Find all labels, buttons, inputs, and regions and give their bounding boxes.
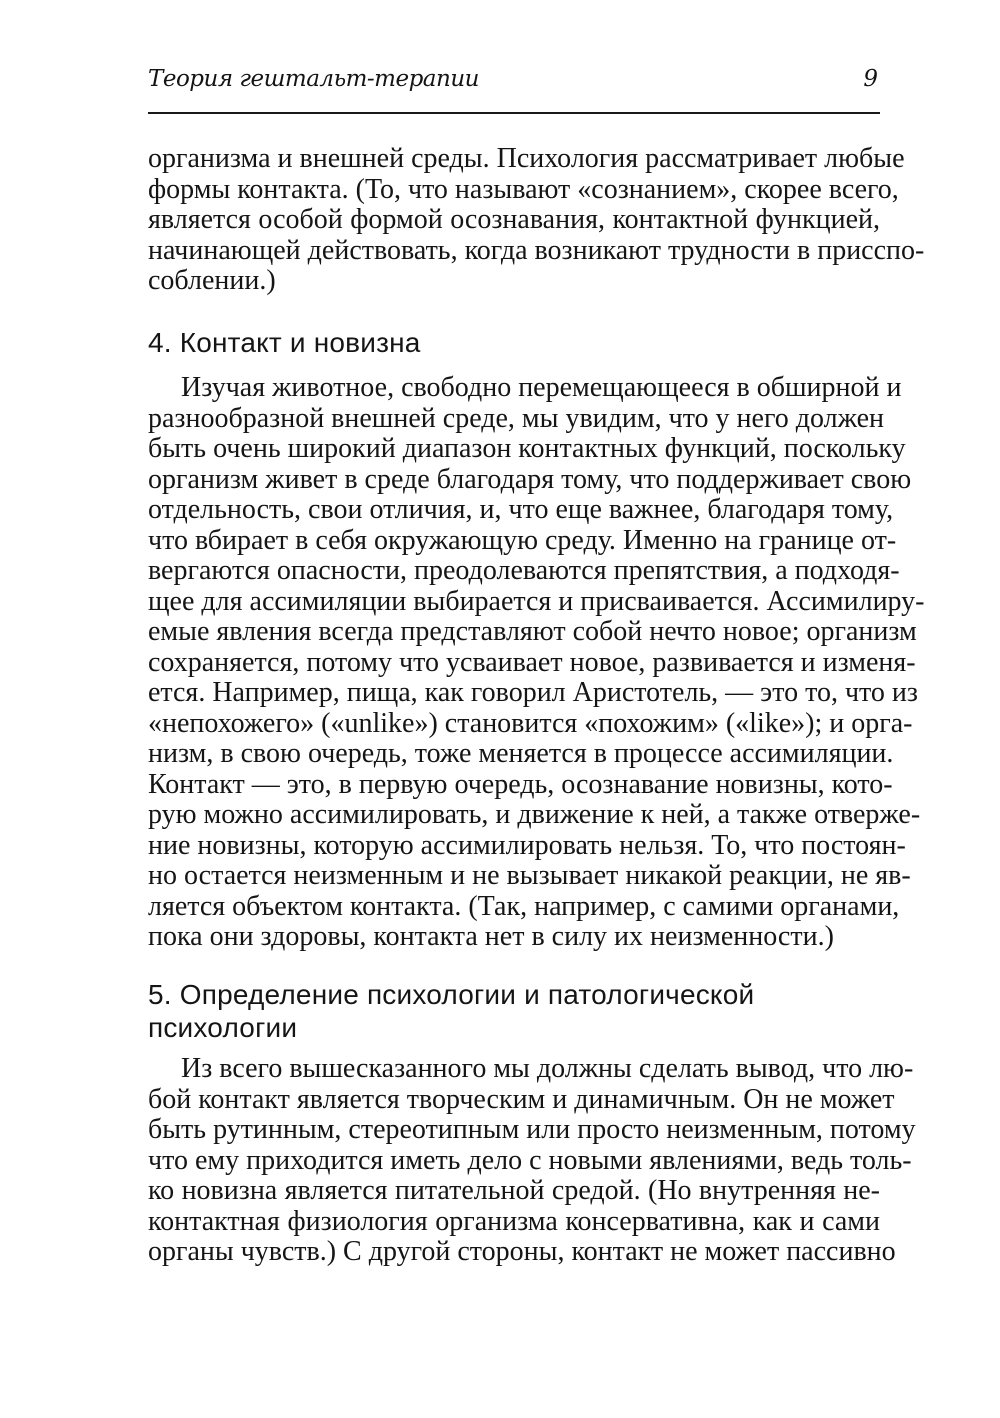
section-5-heading-line: психологии	[148, 1012, 298, 1043]
text-line: организма и внешней среды. Психология рассматривает любые	[148, 143, 905, 174]
running-head-title: Теория гештальт-терапии	[148, 66, 479, 92]
text-line: ко новизна является питательной средой. (Но внутренняя не-	[148, 1175, 880, 1206]
text-line: разнообразной внешней среде, мы увидим, что у него должен	[148, 402, 884, 434]
text-line: ется. Например, пища, как говорил Аристотель, — это то, что из	[148, 677, 918, 708]
text-line: пока они здоровы, контакта нет в силу их неизменности.)	[148, 921, 834, 952]
text-line: быть рутинным, стереотипным или просто неизменным, потому	[148, 1114, 916, 1145]
text-line: емые явления всегда представляют собой нечто новое; организм	[148, 616, 917, 647]
section-4-heading-text: 4. Контакт и новизна	[148, 327, 421, 358]
text-line: рую можно ассимилировать, и движение к ней, а также отверже-	[148, 799, 921, 830]
section-5-heading	[148, 978, 880, 1044]
text-line: щее для ассимиляции выбирается и присваивается. Ассимилиру-	[148, 585, 925, 617]
running-head	[148, 66, 880, 100]
section-4-heading	[148, 326, 880, 359]
text-line: отдельность, свои отличия, и, что еще важнее, благодаря тому,	[148, 494, 894, 525]
section-4-paragraph	[148, 372, 925, 953]
text-line: Из всего вышесказанного мы должны сделать вывод, что лю-	[181, 1053, 914, 1084]
text-line: формы контакта. (То, что называют «сознанием», скорее всего,	[148, 173, 899, 205]
text-line: Изучая животное, свободно перемещающееся в обширной и	[181, 372, 902, 403]
text-line: ляется объектом контакта. (Так, например, с самими органами,	[148, 890, 900, 922]
text-line: является особой формой осознавания, контактной функцией,	[148, 204, 880, 235]
section-5-paragraph	[148, 1053, 916, 1268]
text-line: ние новизны, которую ассимилировать нельзя. То, что постоян-	[148, 829, 906, 861]
text-line: что ему приходится иметь дело с новыми явлениями, ведь толь-	[148, 1144, 912, 1176]
header-rule	[148, 112, 880, 114]
text-line: соблении.)	[148, 265, 276, 296]
text-line: сохраняется, потому что усваивает новое, развивается и изменя-	[148, 646, 916, 678]
text-line: низм, в свою очередь, тоже меняется в процессе ассимиляции.	[148, 738, 894, 769]
text-line: что вбирает в себя окружающую среду. Именно на границе от-	[148, 524, 897, 556]
text-line: контактная физиология организма консервативна, как и сами	[148, 1205, 880, 1237]
page-number: 9	[863, 66, 878, 92]
text-line: Контакт — это, в первую очередь, осознавание новизны, кото-	[148, 768, 893, 800]
text-line: быть очень широкий диапазон контактных функций, поскольку	[148, 433, 906, 464]
intro-paragraph	[148, 143, 925, 297]
text-line: начинающей действовать, когда возникают трудности в присспо-	[148, 234, 925, 266]
section-5-heading-line: 5. Определение психологии и патологической	[148, 979, 755, 1010]
text-line: органы чувств.) С другой стороны, контакт не может пассивно	[148, 1236, 896, 1267]
text-line: организм живет в среде благодаря тому, что поддерживает свою	[148, 463, 912, 495]
text-line: но остается неизменным и не вызывает никакой реакции, не яв-	[148, 860, 911, 891]
text-line: «непохожего» («unlike») становится «похожим» («like»); и орга-	[148, 707, 913, 739]
text-line: вергаются опасности, преодолеваются препятствия, а подходя-	[148, 555, 900, 586]
text-line: бой контакт является творческим и динамичным. Он не может	[148, 1083, 895, 1115]
